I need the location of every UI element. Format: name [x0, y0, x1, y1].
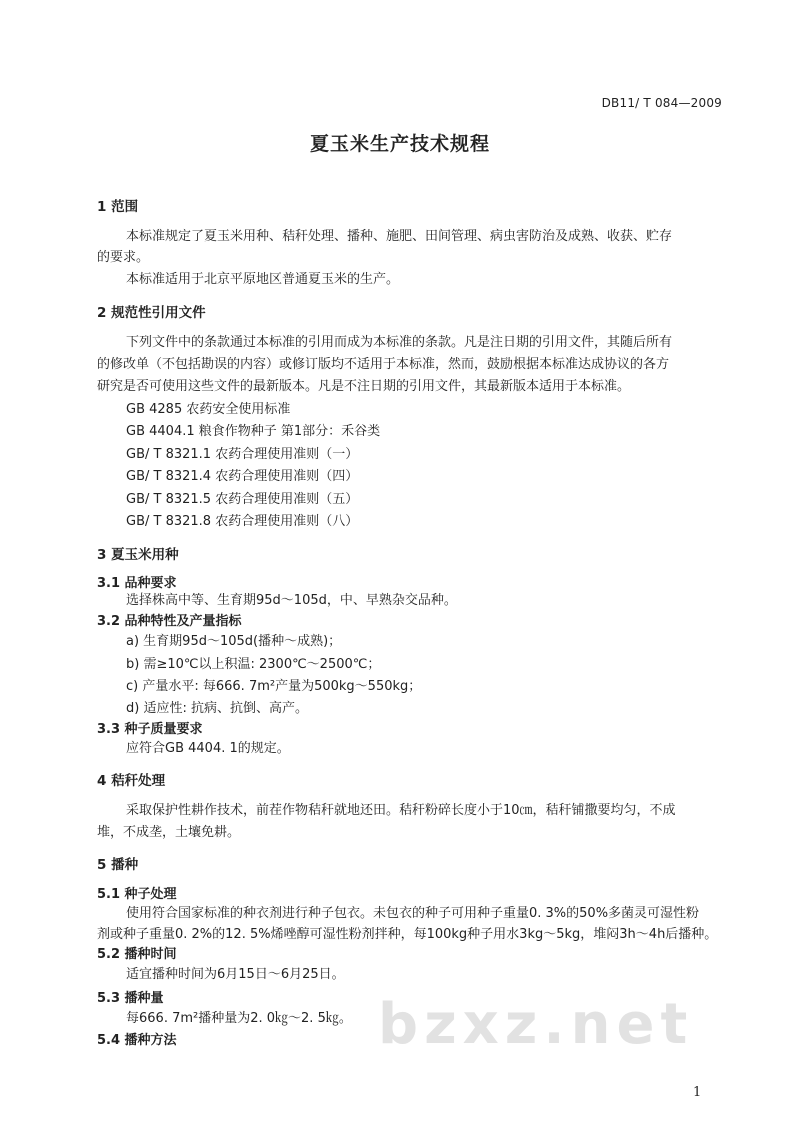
body-line: a) 生育期95d～105d(播种～成熟)；: [126, 634, 342, 649]
document-title: 夏玉米生产技术规程: [309, 133, 490, 155]
body-line: 堆，不成垄，土壤免耕。: [97, 825, 241, 840]
body-line: 采取保护性耕作技术，前茬作物秸秆就地还田。秸秆粉碎长度小于10㎝，秸秆铺撒要均匀，不成: [126, 803, 676, 818]
section-heading: 5.4 播种方法: [97, 1033, 177, 1048]
body-line: c) 产量水平: 每666. 7m²产量为500kg～550kg；: [126, 679, 422, 694]
body-line: 研究是否可使用这些文件的最新版本。凡是不注日期的引用文件，其最新版本适用于本标准。: [97, 379, 631, 394]
body-line: GB 4404.1 粮食作物种子 第1部分：禾谷类: [126, 424, 381, 439]
section-heading: 5.2 播种时间: [97, 947, 177, 962]
body-line: GB/ T 8321.8 农药合理使用准则（八）: [126, 514, 359, 529]
body-line: GB/ T 8321.5 农药合理使用准则（五）: [126, 492, 359, 507]
body-line: GB 4285 农药安全使用标准: [126, 402, 291, 417]
section-heading: 3.2 品种特性及产量指标: [97, 614, 242, 629]
page-number: 1: [693, 1085, 702, 1100]
section-heading: 2 规范性引用文件: [97, 305, 206, 321]
standard-number: DB11/ T 084—2009: [601, 96, 722, 110]
body-line: d) 适应性: 抗病、抗倒、高产。: [126, 701, 308, 716]
section-heading: 4 秸秆处理: [97, 773, 166, 789]
body-line: 的修改单（不包括勘误的内容）或修订版均不适用于本标准，然而，鼓励根据本标准达成协议的各方: [97, 357, 670, 372]
body-line: 剂或种子重量0. 2%的12. 5%烯唑醇可湿性粉剂拌种，每100kg种子用水3kg～5kg，堆闷3h～4h后播种。: [97, 927, 718, 942]
section-heading: 3 夏玉米用种: [97, 547, 179, 563]
section-heading: 5 播种: [97, 857, 139, 873]
section-heading: 3.1 品种要求: [97, 576, 177, 591]
section-heading: 5.1 种子处理: [97, 887, 177, 902]
body-line: 本标准规定了夏玉米用种、秸秆处理、播种、施肥、田间管理、病虫害防治及成熟、收获、贮存: [126, 229, 673, 244]
body-line: 本标准适用于北京平原地区普通夏玉米的生产。: [126, 272, 400, 287]
body-line: 的要求。: [97, 250, 150, 265]
body-line: 适宜播种时间为6月15日～6月25日。: [126, 967, 345, 982]
body-line: 每666. 7m²播种量为2. 0㎏～2. 5㎏。: [126, 1011, 352, 1026]
section-heading: 5.3 播种量: [97, 991, 164, 1006]
body-line: 选择株高中等、生育期95d～105d，中、早熟杂交品种。: [126, 593, 457, 608]
body-line: 下列文件中的条款通过本标准的引用而成为本标准的条款。凡是注日期的引用文件，其随后所有: [126, 335, 673, 350]
section-heading: 3.3 种子质量要求: [97, 722, 203, 737]
body-line: 应符合GB 4404. 1的规定。: [126, 741, 290, 756]
section-heading: 1 范围: [97, 199, 139, 215]
body-line: GB/ T 8321.4 农药合理使用准则（四）: [126, 469, 359, 484]
body-line: GB/ T 8321.1 农药合理使用准则（一）: [126, 447, 359, 462]
watermark: bzxz.net: [378, 992, 694, 1057]
body-line: b) 需≥10℃以上积温: 2300℃～2500℃；: [126, 657, 381, 672]
body-line: 使用符合国家标准的种衣剂进行种子包衣。未包衣的种子可用种子重量0. 3%的50%多菌灵可湿性粉: [126, 906, 700, 921]
